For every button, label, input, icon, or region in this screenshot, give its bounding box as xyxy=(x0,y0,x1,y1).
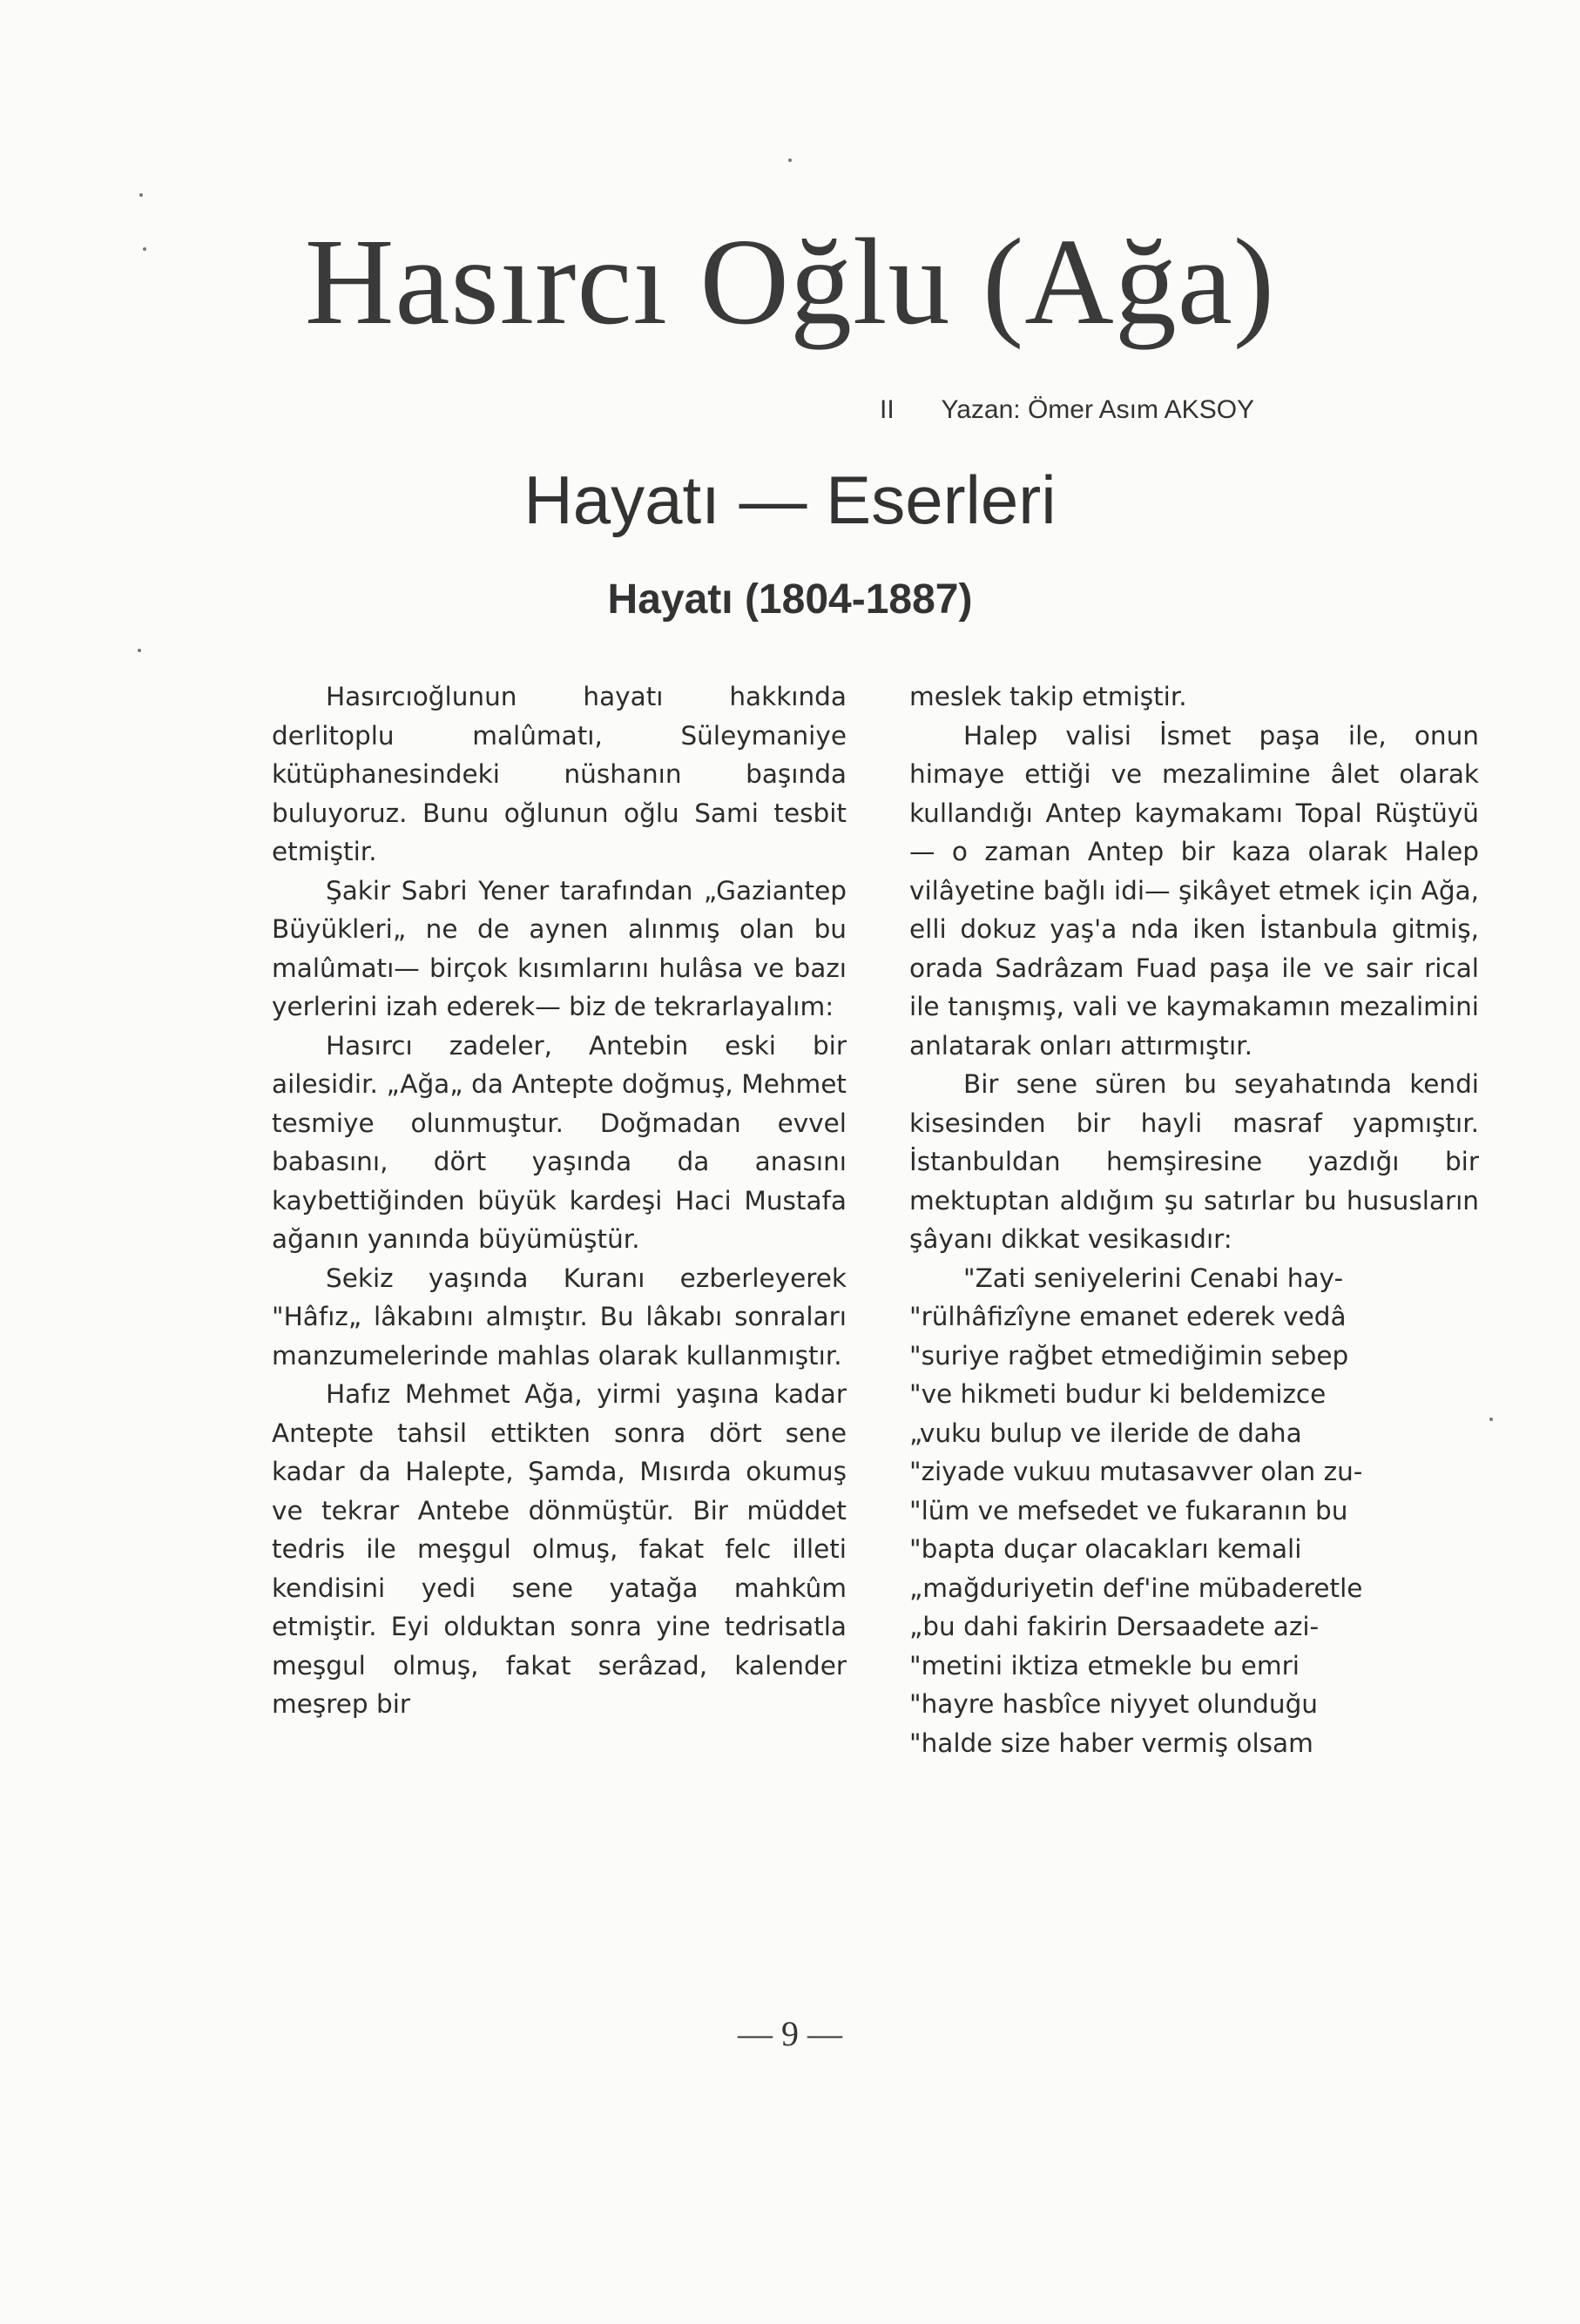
quote-line: "ziyade vukuu mutasavver olan zu- xyxy=(909,1457,1363,1486)
quote-line: "metini iktiza etmekle bu emri xyxy=(909,1650,1300,1681)
scan-speck xyxy=(138,649,141,652)
paragraph: Hasırcı zadeler, Antebin eski bir ailesidir. „Ağa„ da Antepte doğmuş, Mehmet tesmiye olunmuştur. Doğmadan evvel babasını, dört yaşında da anasını kaybettiğinden büyük kardeşi Haci Mustafa ağanın yanında büyümüştür. xyxy=(272,1030,847,1254)
scan-speck xyxy=(1489,1418,1493,1421)
paragraph: Bir sene süren bu seyahatında kendi kisesinden bir hayli masraf yapmıştır. İstanbuldan hemşiresine yazdığı bir mektuptan aldığım şu satırlar bu hususların şâyanı dikkat vesikasıdır: xyxy=(909,1069,1479,1254)
issue-number: II xyxy=(880,395,895,424)
author-credit: Yazan: Ömer Asım AKSOY xyxy=(941,395,1255,424)
quote-line: "ve hikmeti budur ki beldemizce xyxy=(909,1379,1327,1409)
quote-line: "Zati seniyelerini Cenabi hay- xyxy=(963,1263,1344,1293)
scan-speck xyxy=(788,158,792,162)
paragraph: Hafız Mehmet Ağa, yirmi yaşına kadar Antepte tahsil ettikten sonra dört sene kadar da Halepte, Şamda, Mısırda okumuş ve tekrar Antebe dönmüştür. Bir müddet tedris ile meşgul olmuş, fakat felc illeti kendisini yedi sene yatağa mahkûm etmiştir. Eyi olduktan sonra yine tedrisatla meşgul olmuş, fakat serâzad, kalender meşrep bir xyxy=(272,1379,847,1719)
article-title: Hasırcı Oğlu (Ağa) xyxy=(304,212,1276,350)
right-column xyxy=(909,677,1479,1762)
quote-line: "lüm ve mefsedet ve fukaranın bu xyxy=(909,1495,1348,1526)
paragraph: Sekiz yaşında Kuranı ezberleyerek "Hâfız„ lâkabını almıştır. Bu lâkabı sonraları manzumelerinde mahlas olarak kullanmıştır. xyxy=(272,1263,847,1371)
paragraph: Hasırcıoğlunun hayatı hakkında derlitoplu malûmatı, Süleymaniye kütüphanesindeki nüshanın başında buluyoruz. Bunu oğlunun oğlu Sami tesbit etmiştir. xyxy=(272,682,847,866)
paragraph: meslek takip etmiştir. xyxy=(909,682,1187,711)
byline xyxy=(880,395,1254,425)
article-subtitle: Hayatı — Eserleri xyxy=(523,461,1057,538)
quote-line: "halde size haber vermiş olsam xyxy=(909,1728,1313,1758)
paragraph: Halep valisi İsmet paşa ile, onun himaye ettiği ve mezalimine âlet olarak kullandığı Antep kaymakamı Topal Rüştüyü— o zaman Antep bir kaza olarak Halep vilâyetine bağlı idi— şikâyet etmek için Ağa, elli dokuz yaş'a nda iken İstanbula gitmiş, orada Sadrâzam Fuad paşa ile ve sair rical ile tanışmış, vali ve kaymakamın mezalimini anlatarak onları attırmıştır. xyxy=(909,720,1479,1061)
quote-line: "suriye rağbet etmediğimin sebep xyxy=(909,1340,1349,1371)
quote-line: "rülhâfizîyne emanet ederek vedâ xyxy=(909,1302,1347,1331)
scan-speck xyxy=(143,247,146,251)
scan-speck xyxy=(139,193,143,197)
quote-line: „mağduriyetin def'ine mübaderetle xyxy=(909,1573,1363,1603)
paragraph: Şakir Sabri Yener tarafından „Gaziantep Büyükleri„ ne de aynen alınmış olan bu malûmatı— birçok kısımlarını hulâsa ve bazı yerlerini izah ederek— biz de tekrarlayalım: xyxy=(272,875,847,1021)
page-number: — 9 — xyxy=(738,2014,842,2053)
quote-line: „vuku bulup ve ileride de daha xyxy=(909,1418,1302,1448)
left-column xyxy=(272,677,847,1724)
quote-line: "bapta duçar olacakları kemali xyxy=(909,1534,1302,1564)
section-heading: Hayatı (1804-1887) xyxy=(607,576,973,623)
quote-line: „bu dahi fakirin Dersaadete azi- xyxy=(909,1612,1320,1641)
quote-line: "hayre hasbîce niyyet olunduğu xyxy=(909,1689,1319,1719)
